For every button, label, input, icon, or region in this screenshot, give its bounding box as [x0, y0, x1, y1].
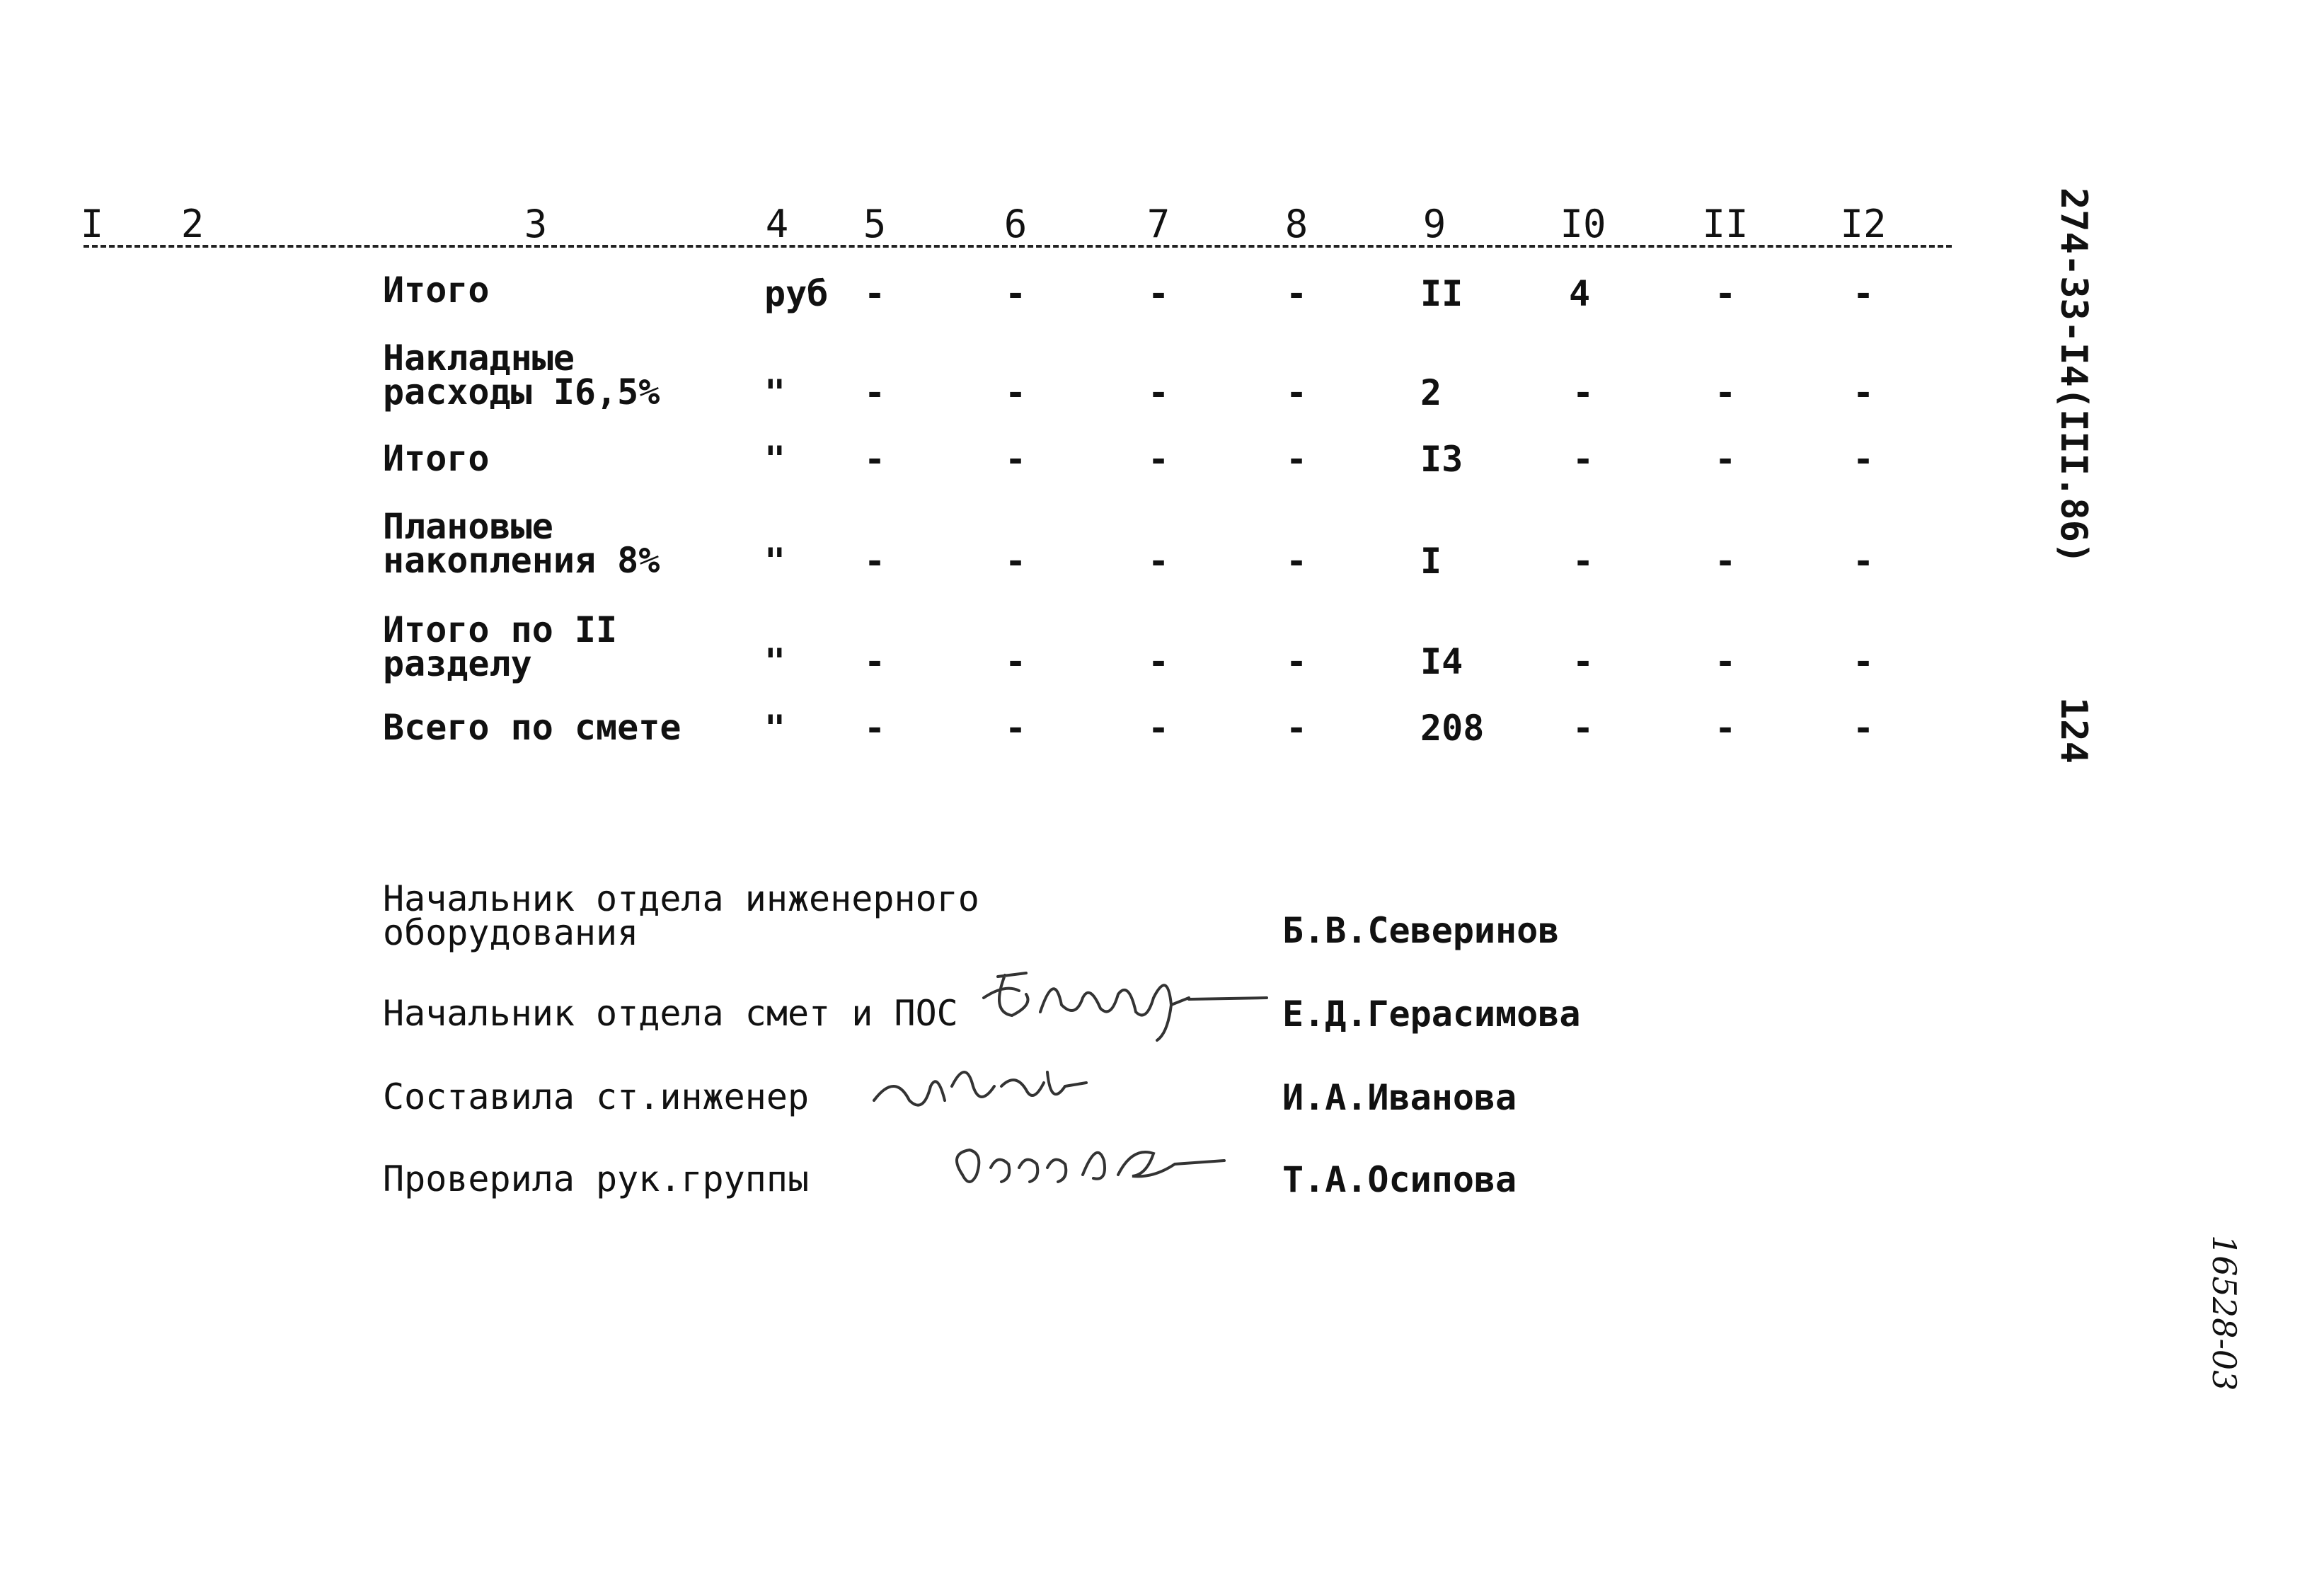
row-cell: -: [1004, 541, 1027, 582]
row-cell: -: [863, 273, 886, 314]
row-unit: ": [764, 541, 786, 582]
row-cell: II: [1420, 273, 1463, 314]
row-cell: -: [863, 708, 886, 749]
row-cell: -: [1714, 541, 1737, 582]
row-cell: -: [863, 439, 886, 480]
row-cell: -: [1852, 541, 1875, 582]
row-cell: 4: [1569, 273, 1591, 314]
row-label: Плановые накопления 8%: [383, 506, 660, 581]
document-code: 274-33-I4(III.86): [2052, 188, 2095, 565]
row-cell: -: [863, 541, 886, 582]
row-label: Итого: [383, 438, 490, 479]
row-cell: I3: [1420, 439, 1463, 480]
column-header: 4: [765, 202, 789, 246]
row-unit: ": [764, 708, 786, 749]
row-cell: 2: [1420, 372, 1442, 413]
column-header: 2: [180, 202, 205, 246]
column-header: 5: [863, 202, 887, 246]
archive-number: 16528-03: [2205, 1235, 2243, 1391]
row-cell: -: [1147, 273, 1170, 314]
row-cell: -: [1285, 439, 1308, 480]
row-label: Всего по смете: [383, 707, 681, 748]
signature-name: И.А.Иванова: [1282, 1077, 1517, 1118]
row-cell: -: [863, 372, 886, 413]
column-header: 6: [1003, 202, 1028, 246]
signature-name: Е.Д.Герасимова: [1282, 994, 1581, 1035]
column-header: I: [80, 202, 104, 246]
row-cell: -: [1572, 641, 1594, 682]
row-cell: -: [1572, 372, 1594, 413]
row-cell: -: [1714, 439, 1737, 480]
row-cell: -: [1285, 273, 1308, 314]
row-cell: -: [1852, 273, 1875, 314]
row-cell: -: [1852, 372, 1875, 413]
row-cell: I4: [1420, 641, 1463, 682]
row-unit: ": [764, 641, 786, 682]
column-header: 7: [1146, 202, 1170, 246]
row-cell: I: [1420, 541, 1442, 582]
column-header: 9: [1422, 202, 1446, 246]
row-cell: -: [1714, 641, 1737, 682]
signature-position: Проверила рук.группы: [383, 1158, 810, 1199]
column-header: II: [1702, 202, 1749, 246]
row-label: Накладные расходы I6,5%: [383, 338, 660, 413]
row-cell: -: [1004, 439, 1027, 480]
row-cell: -: [1285, 641, 1308, 682]
signature-name: Т.А.Осипова: [1282, 1159, 1517, 1200]
row-cell: -: [1572, 708, 1594, 749]
row-label: Итого по II разделу: [383, 609, 618, 684]
row-cell: -: [1147, 541, 1170, 582]
header-divider-line: [84, 245, 1952, 248]
row-unit: ": [764, 439, 786, 480]
page-number: 124: [2052, 697, 2095, 764]
row-cell: -: [1852, 708, 1875, 749]
column-header: 8: [1284, 202, 1308, 246]
row-cell: 208: [1420, 708, 1485, 749]
column-header: 3: [524, 202, 548, 246]
signature-position: Начальник отдела смет и ПОС: [383, 993, 958, 1034]
row-cell: -: [1004, 273, 1027, 314]
row-cell: -: [1714, 708, 1737, 749]
row-cell: -: [1004, 708, 1027, 749]
row-cell: -: [1285, 372, 1308, 413]
row-unit: руб: [764, 273, 829, 314]
row-cell: -: [863, 641, 886, 682]
row-cell: -: [1572, 541, 1594, 582]
signature-position: Составила ст.инженер: [383, 1076, 810, 1117]
row-cell: -: [1572, 439, 1594, 480]
row-cell: -: [1714, 372, 1737, 413]
column-header: I0: [1560, 202, 1606, 246]
row-cell: -: [1852, 641, 1875, 682]
row-cell: -: [1147, 439, 1170, 480]
signature-name: Б.В.Северинов: [1282, 910, 1560, 951]
signature-position: Начальник отдела инженерного оборудования: [383, 878, 979, 953]
handwritten-signature-3: [941, 1125, 1238, 1210]
row-cell: -: [1147, 641, 1170, 682]
row-cell: -: [1004, 372, 1027, 413]
row-cell: -: [1147, 708, 1170, 749]
row-cell: -: [1147, 372, 1170, 413]
row-label: Итого: [383, 270, 490, 311]
row-cell: -: [1285, 708, 1308, 749]
row-cell: -: [1285, 541, 1308, 582]
row-cell: -: [1714, 273, 1737, 314]
column-header: I2: [1840, 202, 1887, 246]
row-cell: -: [1004, 641, 1027, 682]
row-cell: -: [1852, 439, 1875, 480]
row-unit: ": [764, 372, 786, 413]
